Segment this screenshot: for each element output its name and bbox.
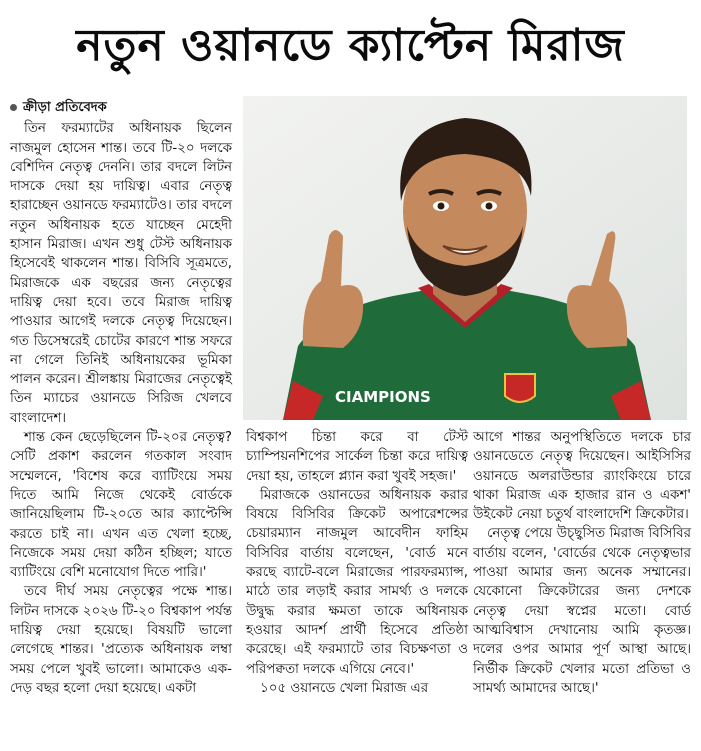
headline: নতুন ওয়ানডে ক্যাপ্টেন মিরাজ (76, 20, 625, 71)
article-column-2 (246, 428, 468, 698)
paragraph: নেতৃত্ব পেয়ে উচ্ছ্বসিত মিরাজ বিসিবির বার্তায় বলেন, 'বোর্ডের থেকে নেতৃত্বভার পাওয়া আমার জন্য অনেক সম্মানের। যেকোনো ক্রিকেটারের জন্য দেশকে নেতৃত্ব দেয়া স্বপ্নের মতো। বোর্ড আত্মবিশ্বাস দেখানোয় আমি কৃতজ্ঞ। দলের ওপর আমার পূর্ণ আস্থা আছে। নির্ভীক ক্রিকেট খেলার মতো প্রতিভা ও সামর্থ্য আমাদের আছে।' (473, 526, 691, 696)
byline-text: ক্রীড়া প্রতিবেদক (23, 100, 107, 115)
jersey-text: CIAMPIONS (335, 388, 431, 406)
paragraph: মিরাজকে ওয়ানডের অধিনায়ক করার বিষয়ে বিসিবির ক্রিকেট অপারেশন্সের চেয়ারম্যান নাজমুল আবেদীন ফাহিম বিসিবির বার্তায় বলেছেন, 'বোর্ড মনে করছে ব্যাটে-বলে মিরাজের পারফরম্যান্স, মাঠে তার লড়াই করার সামর্থ্য ও দলকে উদ্বুদ্ধ করার ক্ষমতা তাকে অধিনায়ক হওয়ার আদর্শ প্রার্থী হিসেবে প্রতিষ্ঠা করেছে। এই ফরম্যাটে তার বিচক্ষণতা ও পরিপক্বতা দলকে এগিয়ে নেবে।' (246, 487, 468, 677)
bullet-icon (10, 104, 17, 111)
paragraph: বিশ্বকাপ চিন্তা করে বা টেস্ট চ্যাম্পিয়নশিপের সার্কেল চিন্তা করে দায়িত্ব দেয়া হয়, তাহলে প্ল্যান করা খুবই সহজ।' (246, 430, 468, 484)
paragraph: শান্ত কেন ছেড়েছিলেন টি-২০র নেতৃত্ব? সেটি প্রকাশ করলেন গতকাল সংবাদ সম্মেলনে, 'বিশেষ করে ব্যাটিংয়ে সময় দিতে আমি নিজে থেকেই বোর্ডকে জানিয়েছিলাম টি-২০তে আর ক্যাপ্টেন্সি করতে চাই না। এখন এত খেলা হচ্ছে, নিজেকে সময় দেয়া কঠিন হচ্ছিল; যাতে ব্যাটিংয়ে বেশি মনোযোগ দিতে পারি।' (10, 430, 232, 581)
paragraph: তিন ফরম্যাটের অধিনায়ক ছিলেন নাজমুল হোসেন শান্ত। তবে টি-২০ দলকে বেশিদিন নেতৃত্ব দেননি। তার বদলে লিটন দাসকে দেয়া হয় দায়িত্ব। এবার নেতৃত্ব হারাচ্ছেন ওয়ানডে ফরম্যাটেও। তার বদলে নতুন অধিনায়ক হতে যাচ্ছেন মেহেদী হাসান মিরাজ। এখন শুধু টেস্ট অধিনায়ক হিসেবেই থাকলেন শান্ত। বিসিবি সূত্রমতে, মিরাজকে এক বছরের জন্য নেতৃত্বের দায়িত্ব দেয়া হবে। তবে মিরাজ দায়িত্ব পাওয়ার আগেই দলকে নেতৃত্ব দিয়েছেন। গত ডিসেম্বরেই চোটের কারণে শান্ত সফরে না গেলে তিনিই অধিনায়কের ভূমিকা পালন করেন। শ্রীলঙ্কায় মিরাজের নেতৃত্বেই তিন ম্যাচের ওয়ানডে সিরিজ খেলবে বাংলাদেশ। (10, 121, 232, 426)
byline (10, 98, 232, 117)
article-column-3 (473, 428, 691, 698)
paragraph: ১০৫ ওয়ানডে খেলা মিরাজ এর (260, 680, 429, 696)
paragraph: তবে দীর্ঘ সময় নেতৃত্বের পক্ষে শান্ত। লিটন দাসকে ২০২৬ টি-২০ বিশ্বকাপ পর্যন্ত দায়িত্ব দেয়া হয়েছে। বিষয়টি ভালো লেগেছে শান্তর। 'প্রত্যেক অধিনায়ক লম্বা সময় পেলে খুবই ভালো। আমাকেও এক-দেড় বছর হলো দেয়া হয়েছে। একটা (10, 584, 232, 696)
paragraph: আগে শান্তর অনুপস্থিতিতে দলকে চার ওয়ানডেতে নেতৃত্ব দিয়েছেন। আইসিসির ওয়ানডে অলরাউন্ডার র‍্যাংকিংয়ে চারে থাকা মিরাজ এক হাজার রান ও একশ' উইকেট নেয়া চতুর্থ বাংলাদেশি ক্রিকেটার। (473, 430, 691, 523)
article-column-1 (10, 98, 232, 698)
player-photo-illustration (243, 96, 687, 420)
player-photo (243, 96, 687, 420)
